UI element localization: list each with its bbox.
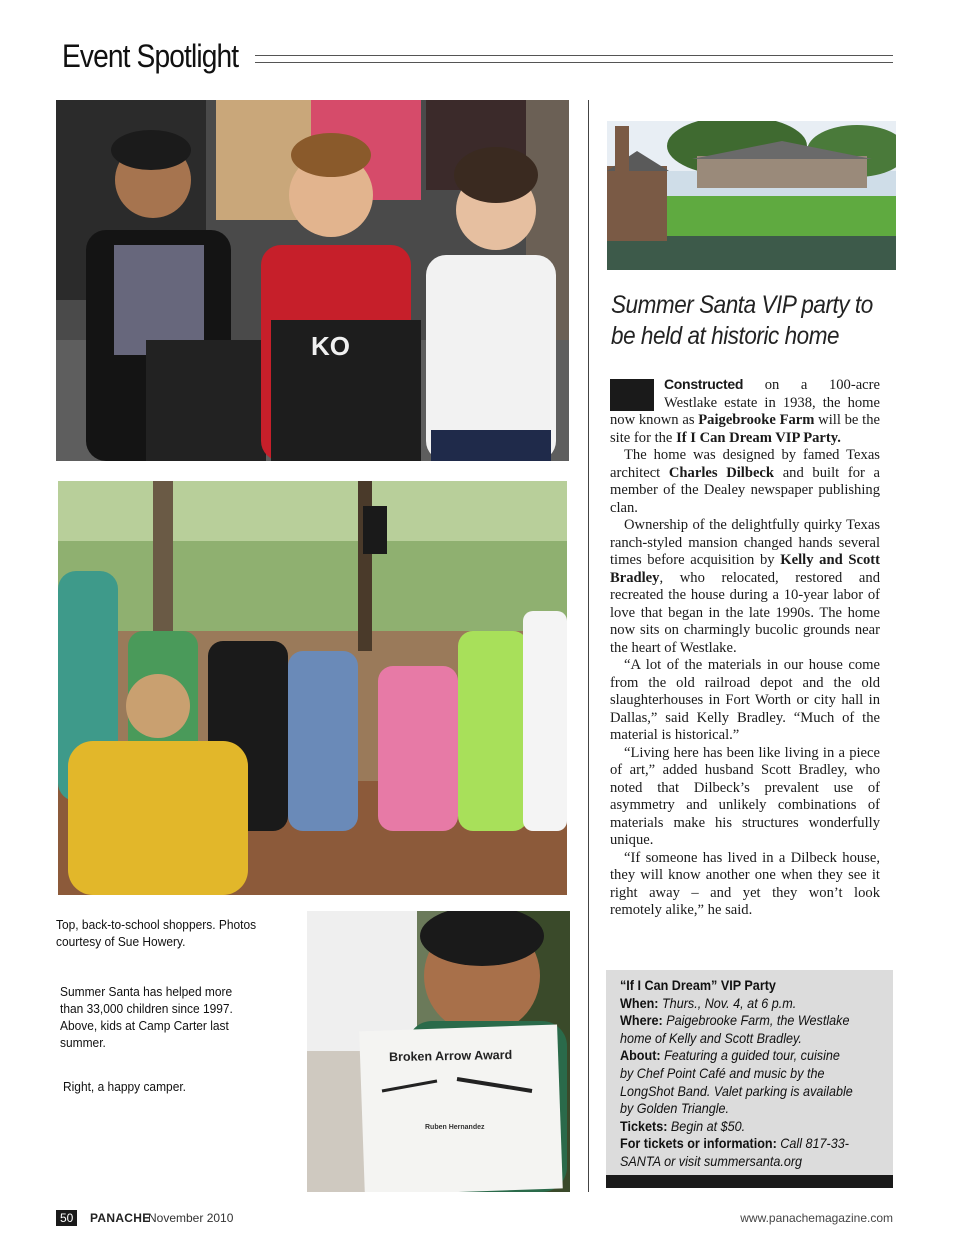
event-info-content <box>620 977 856 1171</box>
estate-photo-art <box>607 121 896 270</box>
estate-photo <box>607 121 896 270</box>
article-paragraph <box>610 447 880 517</box>
article-body <box>610 376 880 920</box>
article-bold-text: Paigebrooke Farm <box>698 412 815 428</box>
caption-right: Right, a happy camper. <box>63 1079 187 1094</box>
where-value: Paigebrooke Farm, the Westlake home of Kelly and Scott Bradley. <box>620 1012 850 1046</box>
article-bold-text: Charles Dilbeck <box>668 464 775 481</box>
info-label: For tickets or information: <box>620 1135 777 1152</box>
certificate-name: Ruben Hernandez <box>425 1124 485 1131</box>
article-paragraph <box>610 376 880 447</box>
event-info-box <box>606 970 893 1188</box>
article-text: , who relocated, restored and recreated the house during a 10-year labor of love that began in the late 1990s. The home now sits on charmingly bucolic grounds near the heart of Westlake. <box>610 569 880 656</box>
article-text: will be the site for the <box>610 412 880 446</box>
about-value: Featuring a guided tour, cuisine by Chef Point Café and music by the LongShot Band. Valet parking is available by Golden Triangle. <box>620 1047 853 1117</box>
lead-word: Constructed <box>664 376 744 392</box>
caption-middle: Summer Santa has helped more than 33,000 children since 1997. Above, kids at Camp Carter last summer. <box>60 984 233 1050</box>
drop-cap-block <box>610 379 654 411</box>
shoppers-photo-art <box>56 100 569 461</box>
magazine-url[interactable]: www.panachemagazine.com <box>740 1211 893 1225</box>
article-text: Ownership of the delightfully quirky Texas ranch-styled mansion changed hands several times before acquisition by <box>610 517 880 568</box>
title-rule <box>255 55 893 63</box>
svg-text:KO: KO <box>311 331 350 361</box>
event-info-title: “If I Can Dream” VIP Party <box>620 977 776 993</box>
article-text: The home was designed by famed Texas architect <box>610 447 880 481</box>
shoppers-photo <box>56 100 569 461</box>
when-value: Thurs., Nov. 4, at 6 p.m. <box>658 994 797 1011</box>
when-label: When: <box>620 994 659 1011</box>
campers-photo <box>58 481 567 895</box>
info-box-bar <box>606 1175 893 1188</box>
tickets-value: Begin at $50. <box>667 1117 746 1134</box>
camper-photo <box>307 911 570 1192</box>
caption-top: Top, back-to-school shoppers. Photos courtesy of Sue Howery. <box>56 917 257 949</box>
article-paragraph: “If someone has lived in a Dilbeck house, they will know another one when they see it right away – and yet they won’t look remotely alike,” he said. <box>610 849 880 918</box>
tickets-label: Tickets: <box>620 1117 668 1134</box>
article-paragraph: “Living here has been like living in a piece of art,” added husband Scott Bradley, who noted that Dilbeck’s prevalent use of asymmetry and unlikely combinations of materials make his structures wonderfully unique. <box>610 744 880 848</box>
article-headline: Summer Santa VIP party to be held at historic home <box>611 291 873 350</box>
article-paragraph: “A lot of the materials in our house come from the old railroad depot and the old slaughterhouses in Fort Worth or city hall in Dallas,” said Kelly Bradley. “Much of the material is historical.” <box>610 657 880 743</box>
certificate-title: Broken Arrow Award <box>388 1047 513 1065</box>
magazine-name: PANACHE <box>90 1211 151 1225</box>
info-value: Call 817-33-SANTA or visit summersanta.org <box>620 1135 849 1169</box>
article-bold-text: If I Can Dream VIP Party. <box>676 429 841 446</box>
article-paragraph <box>610 517 880 657</box>
article-text: and built for a member of the Dealey newspaper publishing clan. <box>610 464 880 516</box>
page-number: 50 <box>56 1210 77 1226</box>
column-divider <box>588 100 589 1192</box>
article-bold-text: Kelly and Scott Bradley <box>610 552 880 586</box>
about-label: About: <box>620 1047 661 1064</box>
where-label: Where: <box>620 1012 663 1029</box>
issue-date: November 2010 <box>148 1211 234 1225</box>
campers-photo-art <box>58 481 567 895</box>
page-title: Event Spotlight <box>62 38 239 74</box>
article-text: on a 100-acre Westlake estate in 1938, the home now known as <box>610 377 880 428</box>
